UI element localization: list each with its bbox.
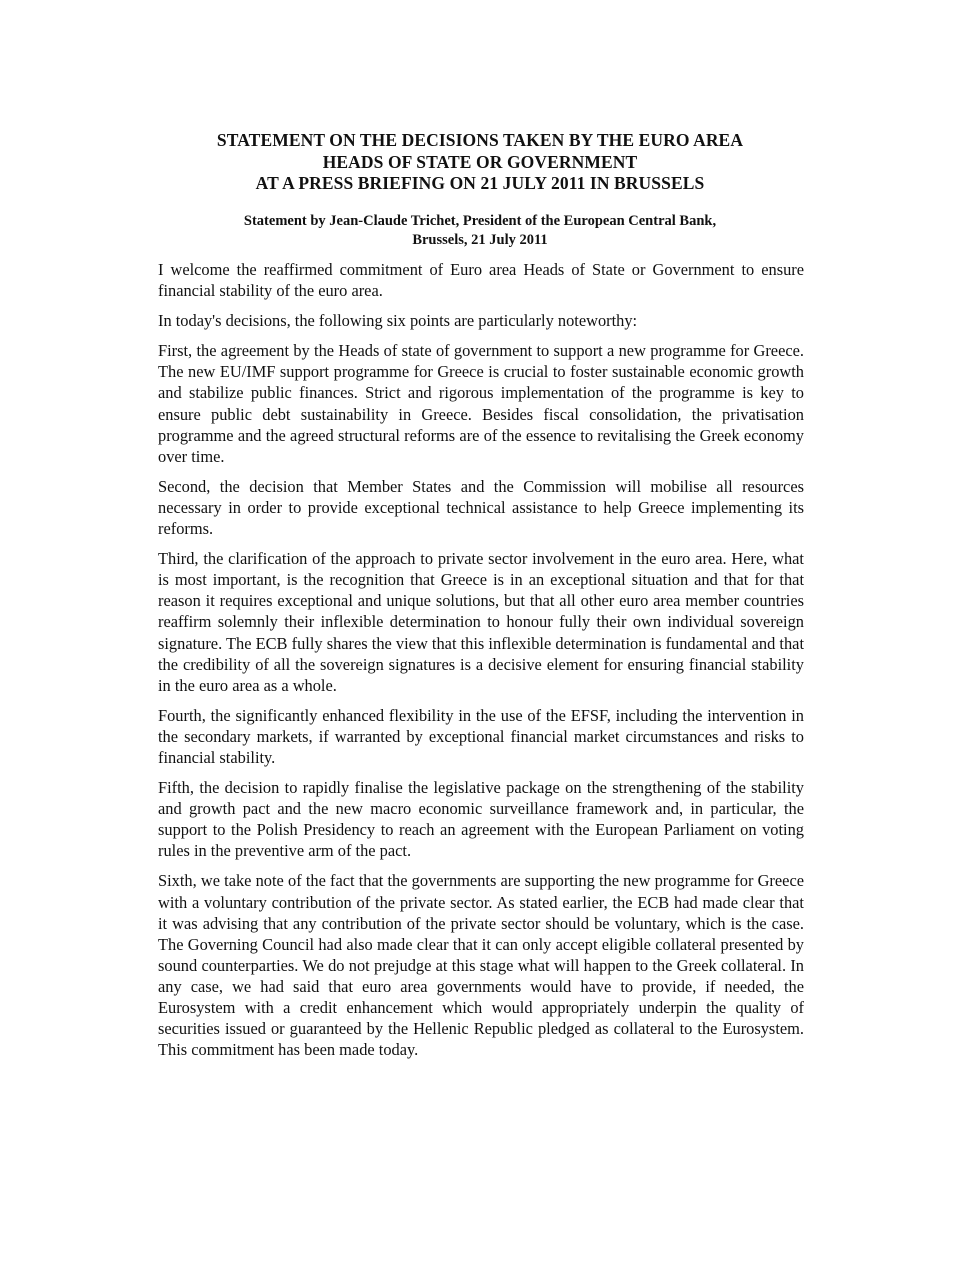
document-subtitle (0, 212, 960, 250)
paragraph-third: Third, the clarification of the approach to private sector involvement in the euro area. Here, what is most important, is the recognition that Greece is in an exceptional situation and that for that reason it requires exceptional and unique solutions, but that all other euro area member countries reaffirm solemnly their inflexible determination to honour fully their own individual sovereign signature. The ECB fully shares the view that this inflexible determination is fundamental and that the credibility of all the sovereign signatures is a decisive element for ensuring financial stability in the euro area as a whole. (158, 549, 804, 695)
paragraph-first: First, the agreement by the Heads of state of government to support a new programme for Greece. The new EU/IMF support programme for Greece is crucial to foster sustainable economic growth and stabilize public finances. Strict and rigorous implementation of the programme is key to ensure public debt sustainability in Greece. Besides fiscal consolidation, the privatisation programme and the agreed structural reforms are of the essence to revitalising the Greek economy over time. (158, 341, 804, 466)
subtitle-line: Statement by Jean-Claude Trichet, President of the European Central Bank, (243, 213, 717, 229)
title-line: AT A PRESS BRIEFING ON 21 JULY 2011 IN BRUSSELS (255, 173, 705, 193)
paragraph-fifth: Fifth, the decision to rapidly finalise the legislative package on the strengthening of the stability and growth pact and the new macro economic surveillance framework and, in particular, the support to the Polish Presidency to reach an agreement with the European Parliament on voting rules in the preventive arm of the pact. (158, 778, 804, 861)
title-line: HEADS OF STATE OR GOVERNMENT (322, 151, 638, 172)
title-line: STATEMENT ON THE DECISIONS TAKEN BY THE EURO AREA (216, 130, 744, 150)
paragraph-fourth: Fourth, the significantly enhanced flexibility in the use of the EFSF, including the intervention in the secondary markets, if warranted by exceptional financial market circumstances and risks to financial stability. (158, 705, 804, 767)
paragraph-sixth: Sixth, we take note of the fact that the governments are supporting the new programme for Greece with a voluntary contribution of the private sector. As stated earlier, the ECB had made clear that it was advising that any contribution of the private sector should be voluntary, which is the case. The Governing Council had also made clear that it can only accept eligible collateral presented by sound counterparties. We do not prejudge at this stage what will happen to the Greek collateral. In any case, we had said that euro area governments would have to provide, if needed, the Eurosystem with a credit enhancement which would appropriately underpin the quality of securities issued or guaranteed by the Hellenic Republic pledged as collateral to the Eurosystem. This commitment has been made today. (158, 871, 804, 1060)
paragraph-six-points: In today's decisions, the following six points are particularly noteworthy: (158, 311, 638, 331)
paragraph-second: Second, the decision that Member States and the Commission will mobilise all resources necessary in order to provide exceptional technical assistance to help Greece implementing its reforms. (158, 476, 804, 539)
document-title (0, 130, 960, 195)
subtitle-line: Brussels, 21 July 2011 (412, 232, 548, 248)
paragraph-intro: I welcome the reaffirmed commitment of Euro area Heads of State or Government to ensure financial stability of the euro area. (158, 260, 804, 301)
document-body (158, 259, 804, 1069)
